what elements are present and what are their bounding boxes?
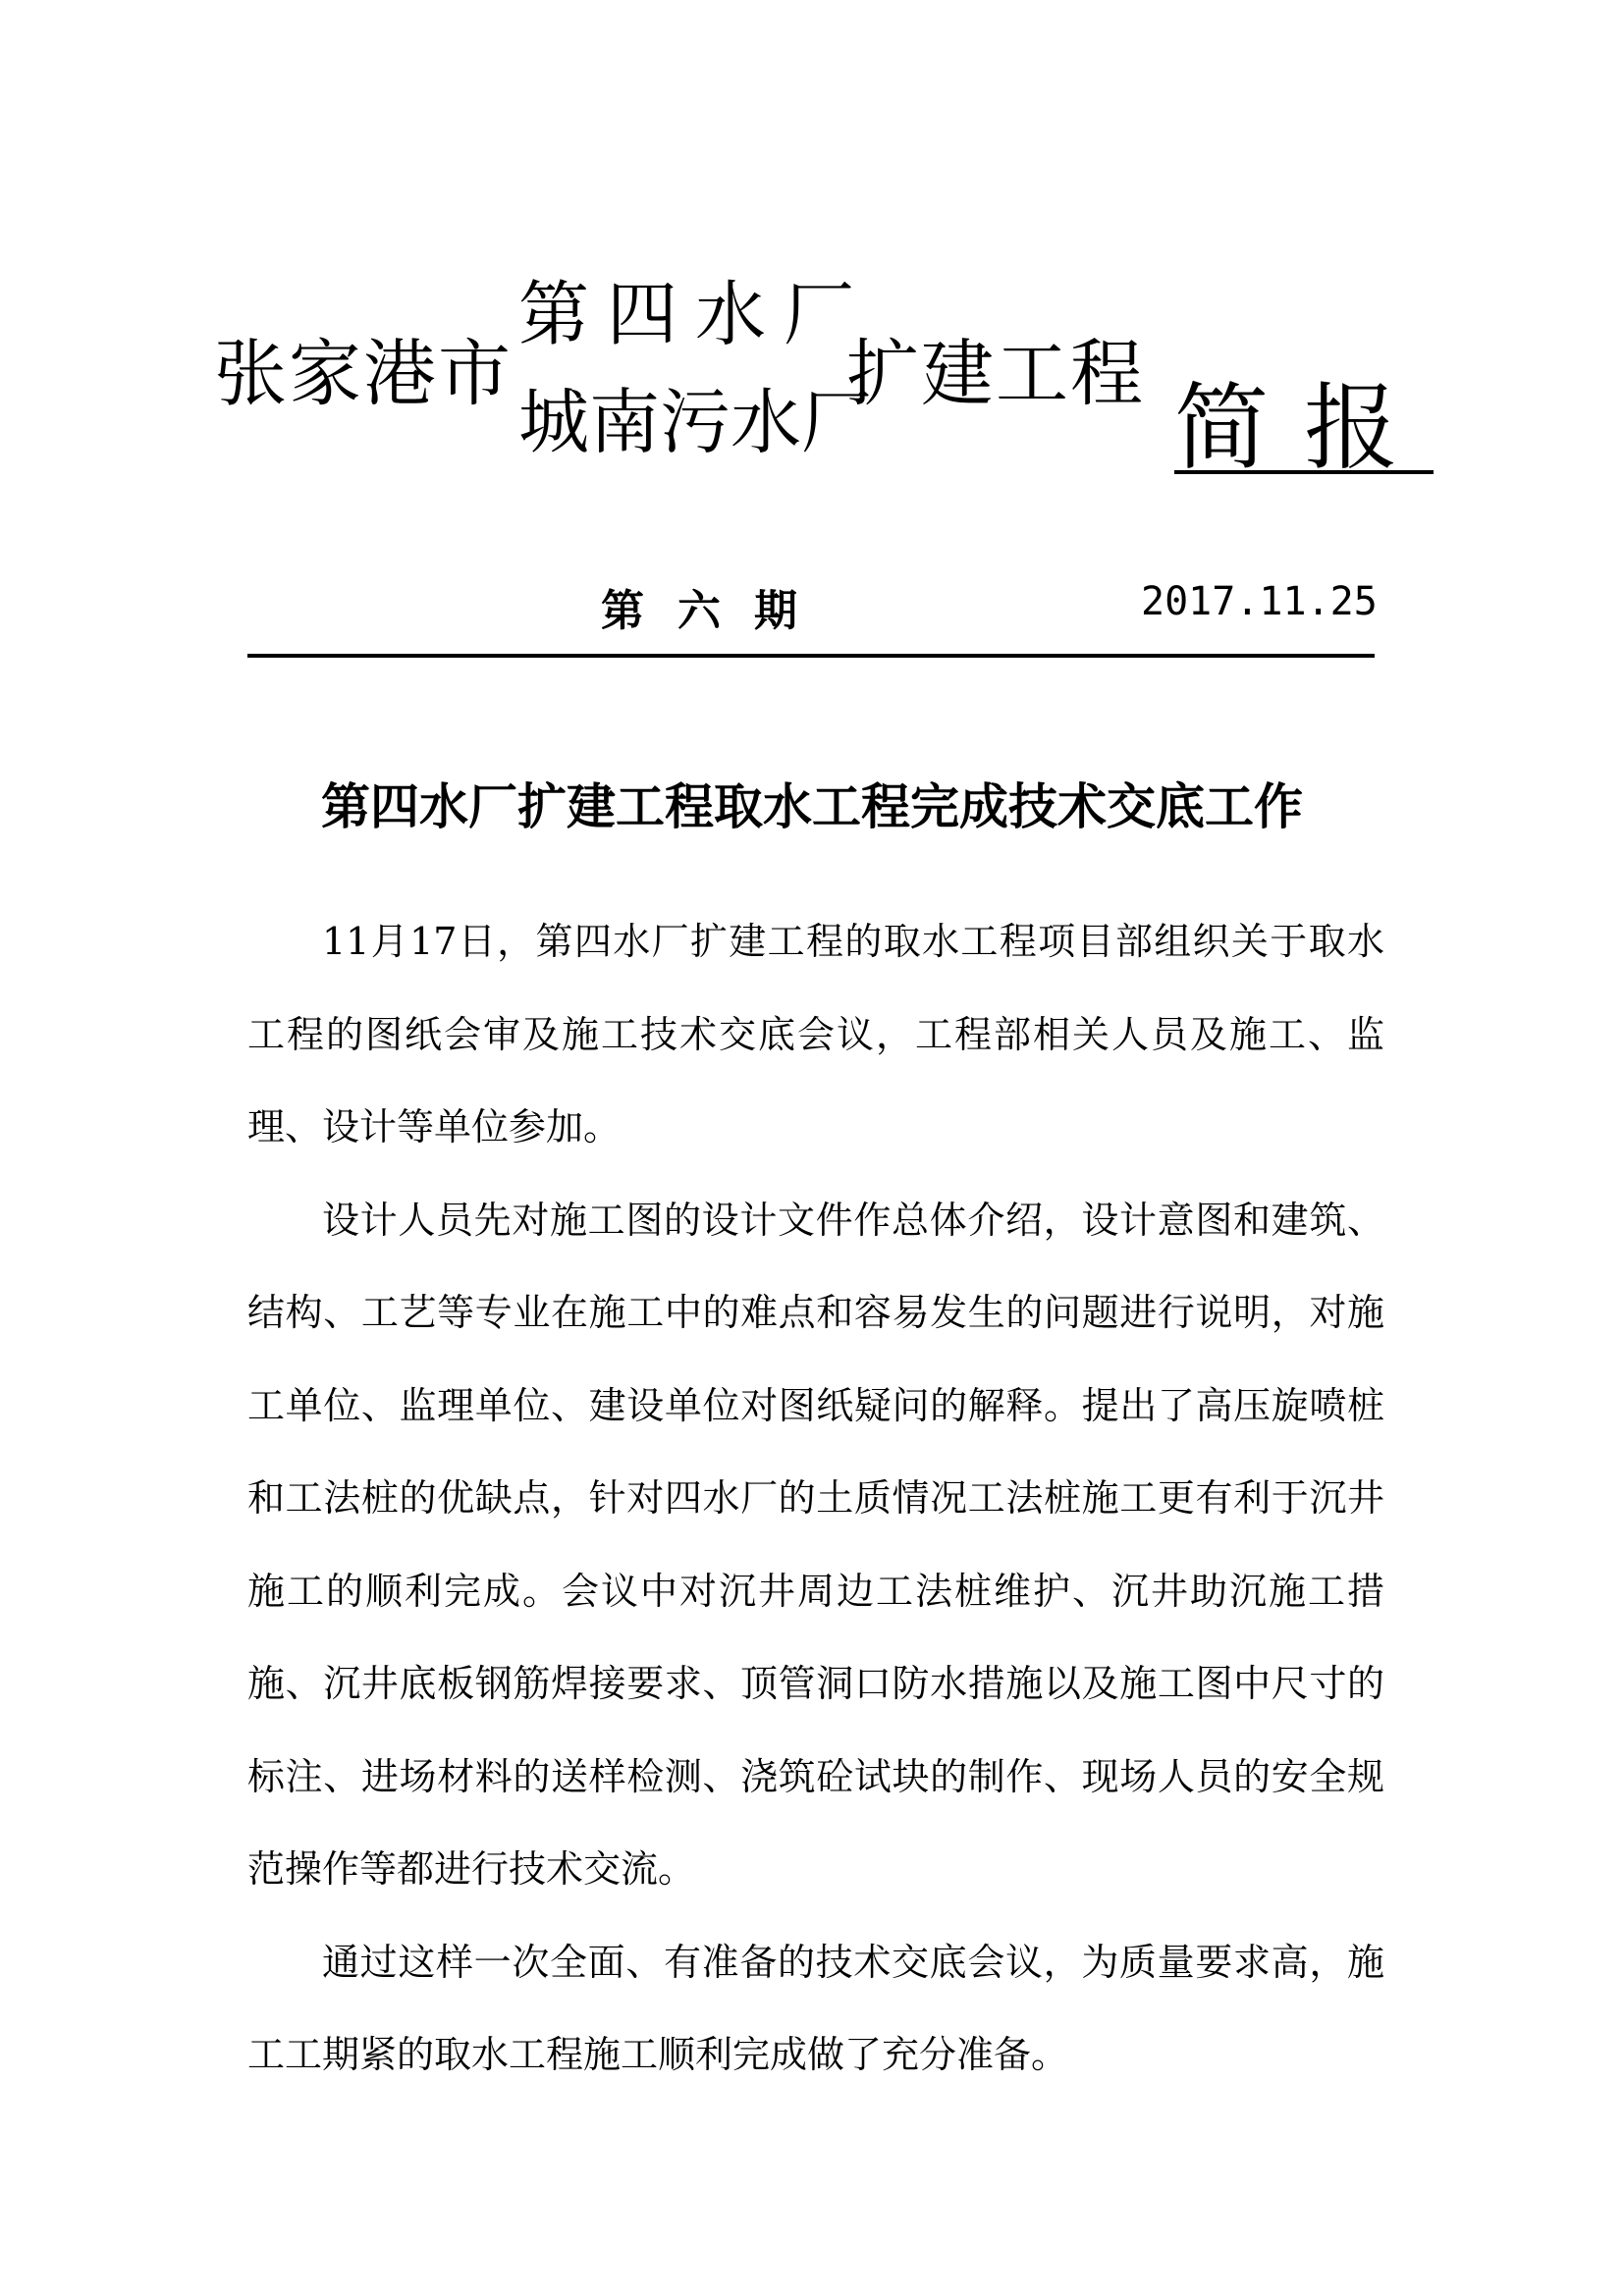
masthead-plant-line2: 城南污水厂 [518, 381, 873, 463]
masthead-plant-line1: 第四水厂 [518, 273, 873, 355]
header-divider [247, 654, 1375, 658]
article-paragraph: 通过这样一次全面、有准备的技术交底会议，为质量要求高，施工工期紧的取水工程施工顺利完成做了充分准备。 [247, 1940, 1384, 2076]
article-headline: 第四水厂扩建工程取水工程完成技术交底工作 [321, 778, 1303, 835]
article-body [247, 895, 1384, 2102]
article-paragraph: 设计人员先对施工图的设计文件作总体介绍，设计意图和建筑、结构、工艺等专业在施工中的难点和容易发生的问题进行说明，对施工单位、监理单位、建设单位对图纸疑问的解释。提出了高压旋喷桩和工法桩的优缺点，针对四水厂的土质情况工法桩施工更有利于沉井施工的顺利完成。会议中对沉井周边工法桩维护、沉井助沉施工措施、沉井底板钢筋焊接要求、顶管洞口防水措施以及施工图中尺寸的标注、进场材料的送样检测、浇筑砼试块的制作、现场人员的安全规范操作等都进行技术交流。 [247, 1198, 1384, 1891]
masthead-project: 扩建工程 [846, 332, 1145, 416]
issue-number: 第六期 [601, 586, 831, 636]
masthead-bulletin: 简报 [1174, 373, 1434, 483]
masthead-city: 张家港市 [214, 332, 513, 416]
issue-date: 2017.11.25 [1141, 579, 1378, 624]
article-paragraph: 11月17日，第四水厂扩建工程的取水工程项目部组织关于取水工程的图纸会审及施工技术交底会议，工程部相关人员及施工、监理、设计等单位参加。 [247, 920, 1384, 1148]
